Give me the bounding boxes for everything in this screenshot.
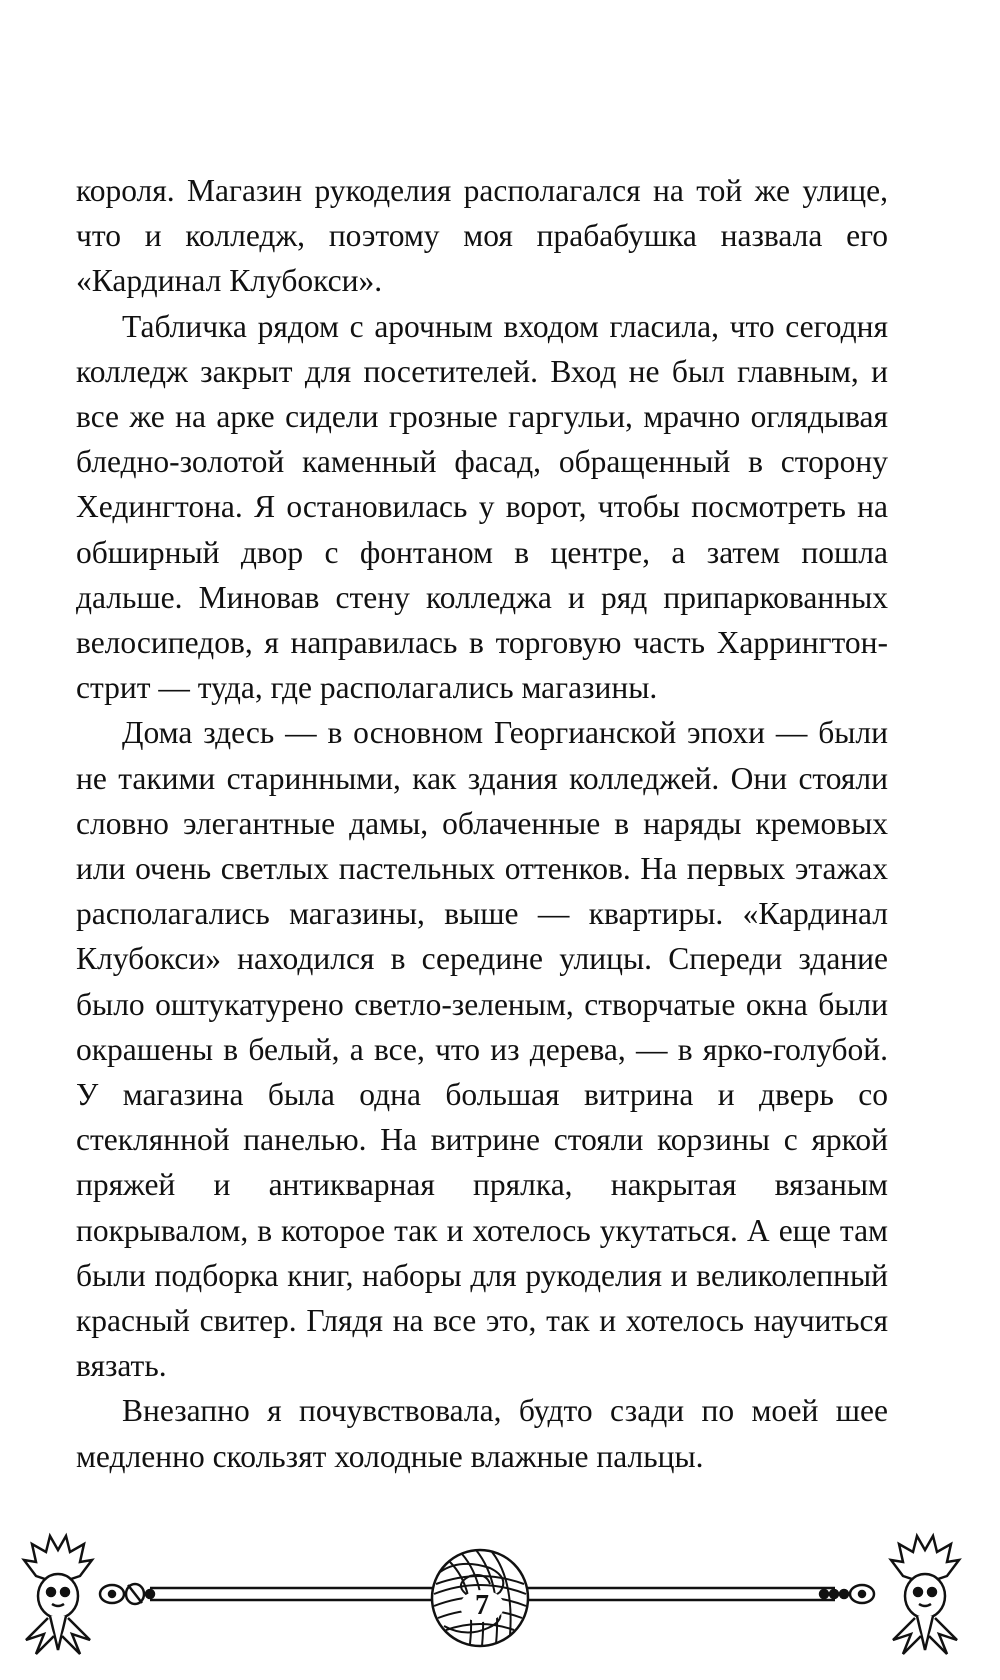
page-number: 7 [460,1590,504,1622]
bead-chain-left [100,1584,154,1604]
paragraph-1: короля. Магазин рукоделия располагался на той же улице, что и колледж, поэтому моя прабабушка назвала его «Кардинал Клубокси». [76,173,888,299]
paragraph-4: Внезапно я почувствовала, будто сзади по моей шее медленно скользят холодные влажные пальцы. [76,1393,888,1474]
bat-icon [24,1536,92,1654]
body-text [76,168,888,1479]
paragraph-2: Табличка рядом с арочным входом гласила, что сегодня колледж закрыт для посетителей. Вход не был главным, и все же на арке сидели грозные гаргульи, мрачно оглядывая бледно-золотой каменный фасад, обращенный в сторону Хедингтона. Я остановилась у ворот, чтобы посмотреть на обширный двор с фонтаном в центре, а затем пошла дальше. Миновав стену колледжа и ряд припаркованных велосипедов, я направилась в торговую часть Харрингтон-стрит — туда, где располагались магазины. [76,308,888,706]
bat-icon [891,1536,959,1654]
paragraph-3: Дома здесь — в основном Георгианской эпохи — были не такими старинными, как здания колледжей. Они стояли словно элегантные дамы, облаченные в наряды кремовых или очень светлых пастельных оттенков. На первых этажах располагались магазины, выше — квартиры. «Кардинал Клубокси» находился в середине улицы. Спереди здание было оштукатурено светло-зеленым, створчатые окна были окрашены в белый, а все, что из дерева, — в ярко-голубой. У магазина была одна большая витрина и дверь со стеклянной панелью. На витрине стояли корзины с яркой пряжей и антикварная прялка, накрытая вязаным покрывалом, в которое так и хотелось укутаться. А еще там были подборка книг, наборы для рукоделия и великолепный красный свитер. Глядя на все это, так и хотелось научиться вязать. [76,715,888,1384]
